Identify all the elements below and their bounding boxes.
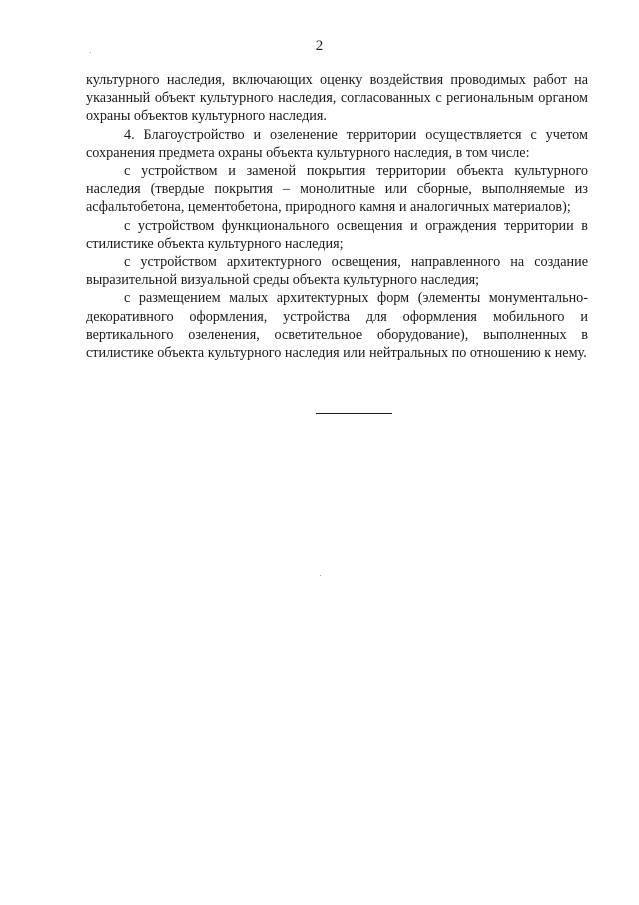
- page-number: 2: [315, 38, 324, 54]
- document-body: [86, 71, 588, 362]
- end-separator-line: [316, 413, 392, 414]
- paragraph-architectural-lighting: с устройством архитектурного освещения, направленного на создание выразительной визуальной среды объекта культурного наследия;: [86, 254, 588, 289]
- scan-speck: [320, 575, 321, 576]
- paragraph-item-4: 4. Благоустройство и озеленение территории осуществляется с учетом сохранения предмета охраны объекта культурного наследия, в том числе:: [86, 126, 588, 161]
- paragraph-functional-lighting: с устройством функционального освещения и ограждения территории в стилистике объекта культурного наследия;: [86, 217, 588, 252]
- paragraph-pavement: с устройством и заменой покрытия территории объекта культурного наследия (твердые покрытия – монолитные или сборные, выполняемые из асфальтобетона, цементобетона, природного камня и аналогичных материалов);: [86, 163, 588, 216]
- paragraph-continuation: культурного наследия, включающих оценку воздействия проводимых работ на указанный объект культурного наследия, согласованных с региональным органом охраны объектов культурного наследия.: [86, 72, 588, 125]
- paragraph-small-forms: с размещением малых архитектурных форм (элементы монументально-декоративного оформления, устройства для оформления мобильного и вертикального озеленения, осветительное оборудование), выполненных в стилистике объекта культурного наследия или нейтральных по отношению к нему.: [86, 290, 588, 362]
